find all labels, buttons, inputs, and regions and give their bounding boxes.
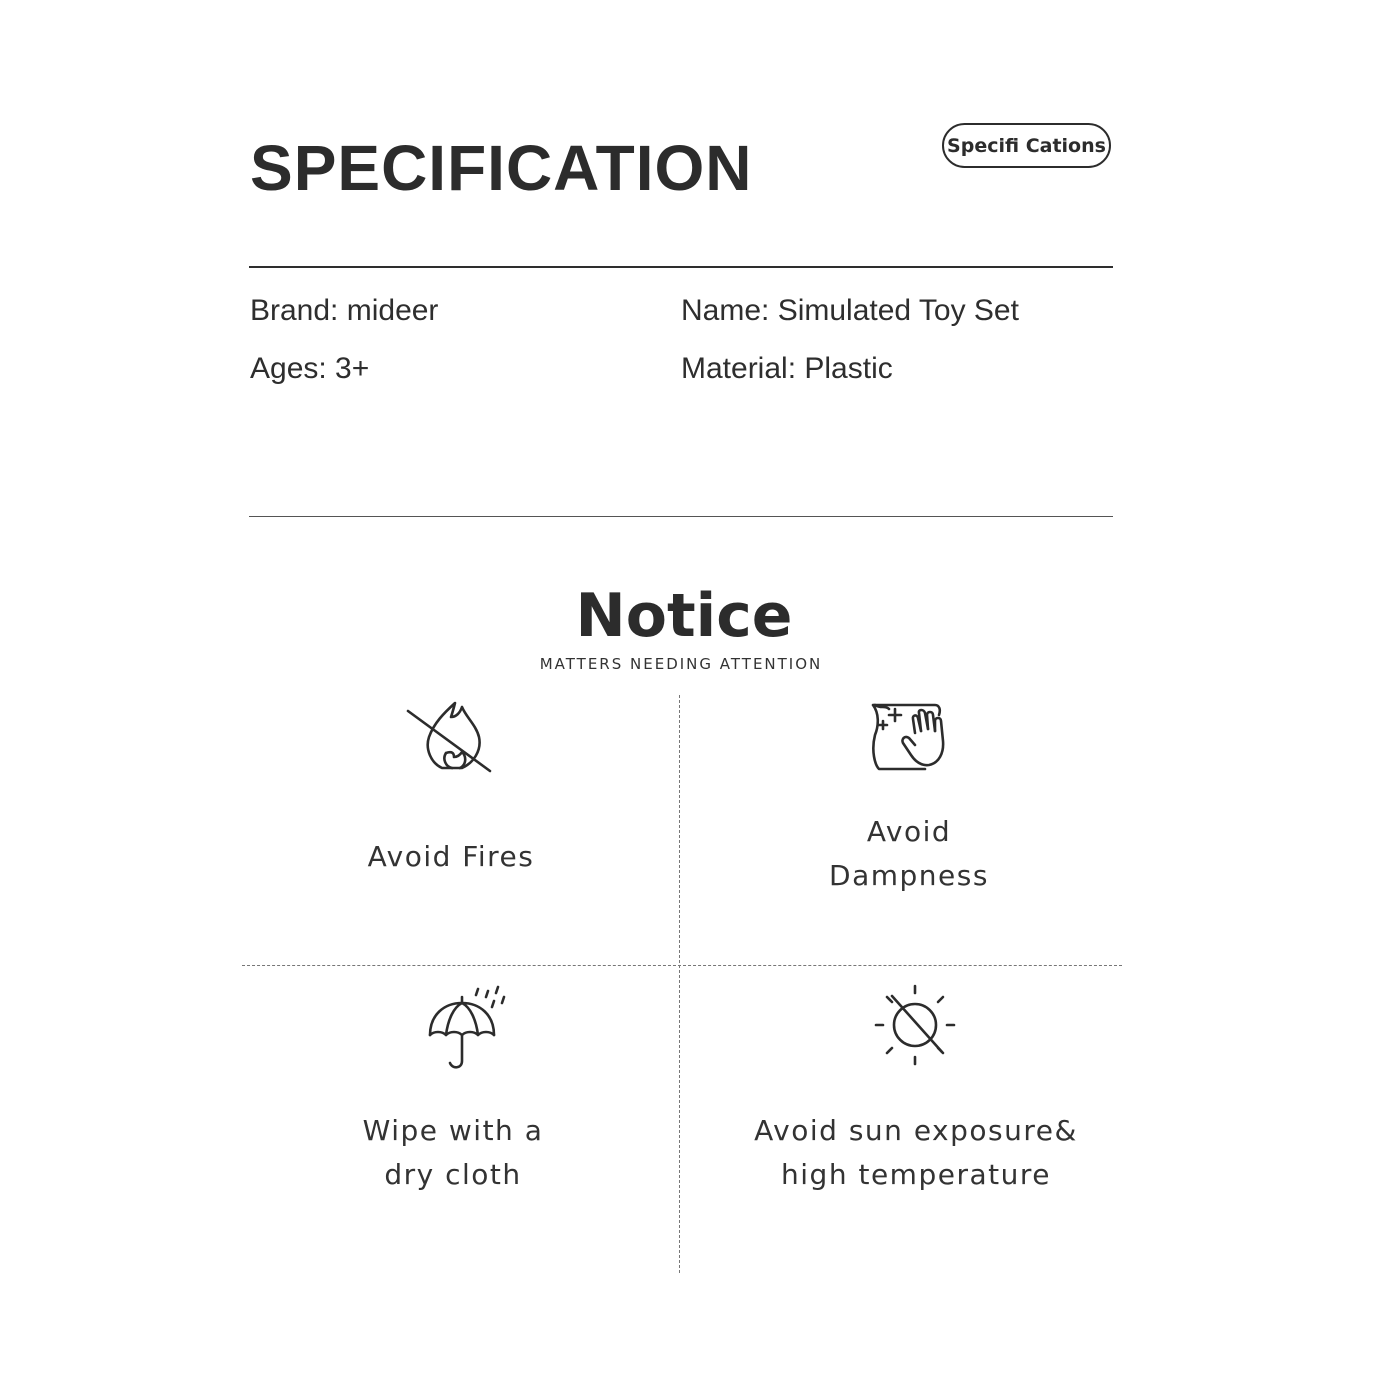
section-divider xyxy=(249,516,1113,517)
notice-title: Notice xyxy=(575,581,793,651)
specifications-badge: Specifi Cations xyxy=(942,123,1111,168)
grid-divider-horizontal xyxy=(242,965,1122,966)
spec-name: Name: Simulated Toy Set xyxy=(681,294,1019,327)
spec-material: Material: Plastic xyxy=(681,352,893,385)
spec-brand: Brand: mideer xyxy=(250,294,439,327)
spec-ages: Ages: 3+ xyxy=(250,352,370,385)
notice-subtitle: MATTERS NEEDING ATTENTION xyxy=(539,655,823,673)
notice-item-label: Wipe with a dry cloth xyxy=(362,1114,544,1191)
no-sun-icon xyxy=(870,980,960,1070)
umbrella-rain-icon xyxy=(422,983,512,1073)
grid-divider-vertical xyxy=(679,695,680,1273)
notice-item-label: Avoid sun exposure& high temperature xyxy=(754,1114,1078,1191)
wipe-hand-icon xyxy=(867,695,957,785)
notice-item-label: Avoid Dampness xyxy=(829,815,989,892)
top-divider xyxy=(249,266,1113,268)
notice-item-label: Avoid Fires xyxy=(367,840,535,873)
no-fire-icon xyxy=(404,693,494,783)
page-title: SPECIFICATION xyxy=(250,132,753,204)
